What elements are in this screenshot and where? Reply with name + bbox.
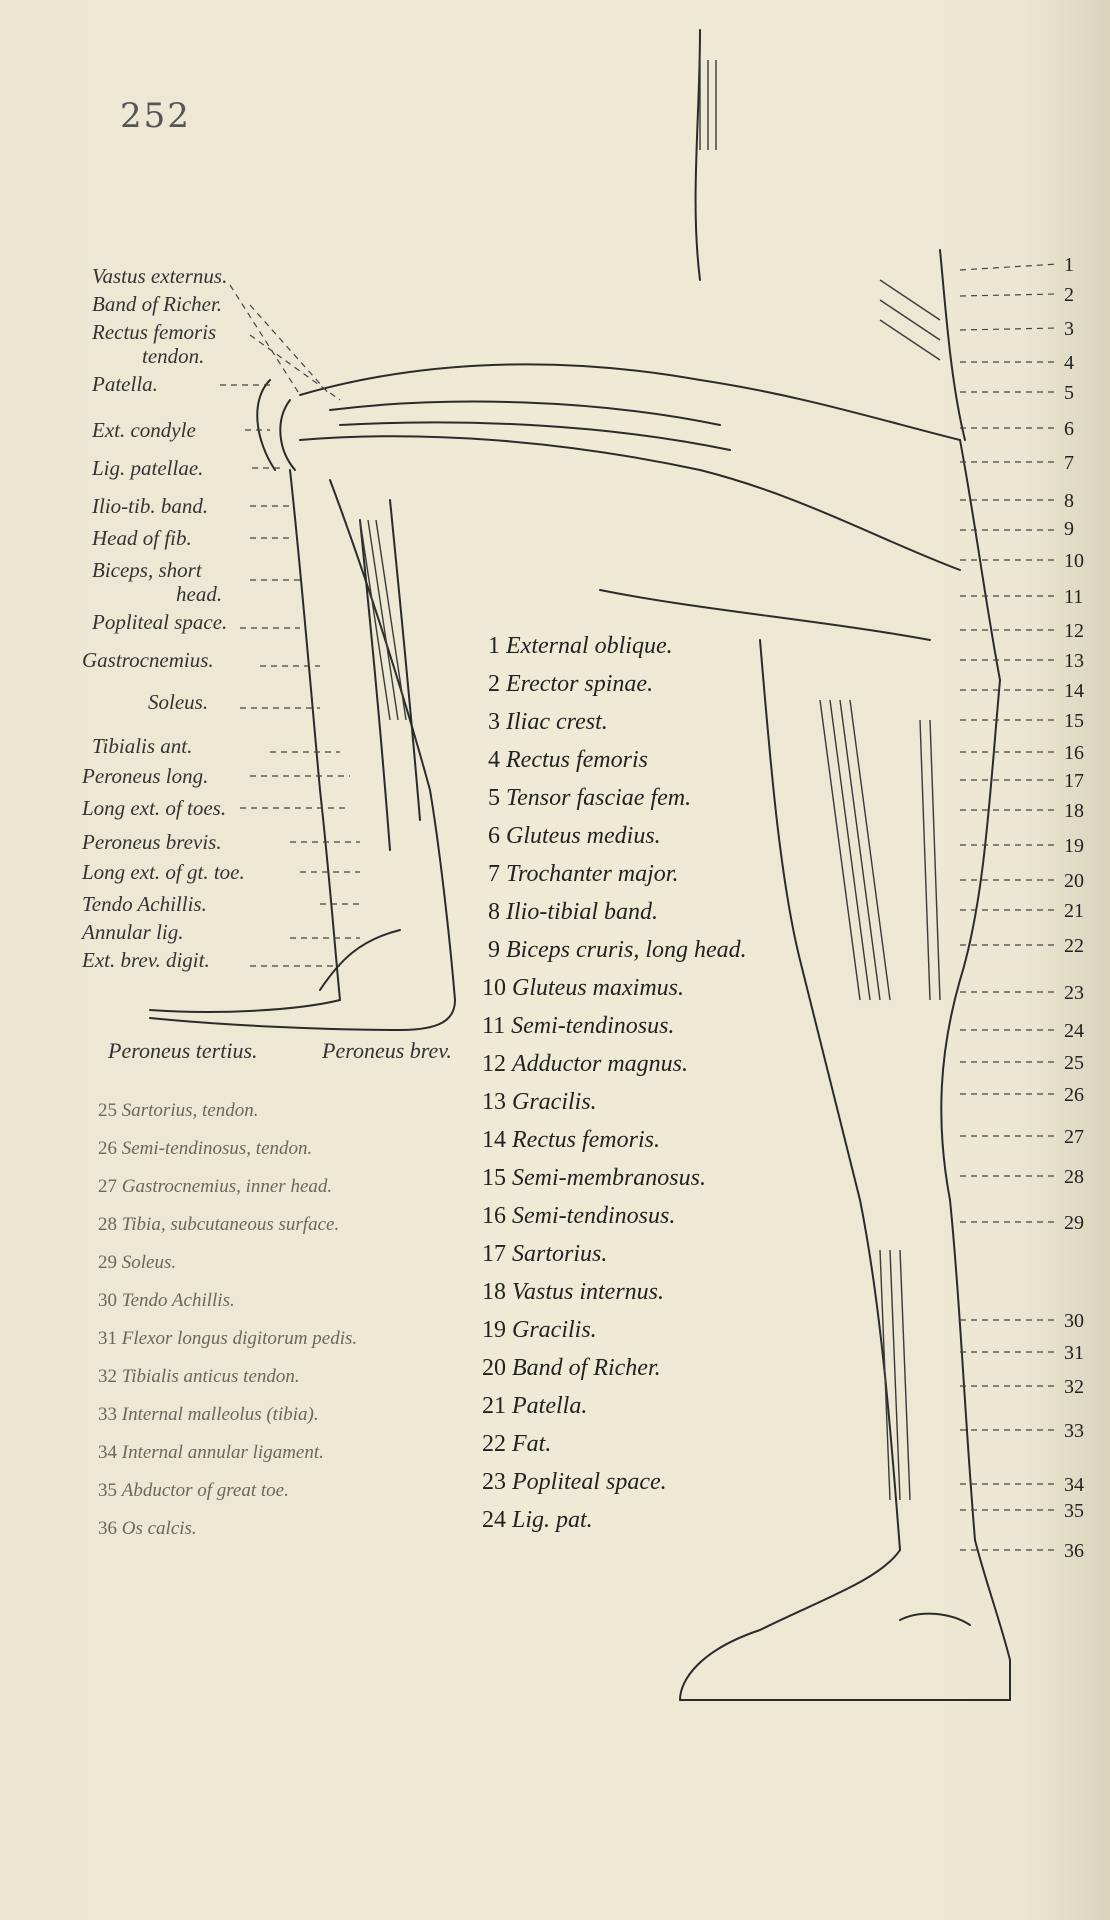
legend-item: 32 Tibialis anticus tendon. <box>98 1366 300 1387</box>
label-soleus: Soleus. <box>148 690 209 714</box>
right-number: 2 <box>1064 284 1074 306</box>
legend-item: 14 Rectus femoris. <box>482 1127 660 1153</box>
label-biceps-short: Biceps, short <box>92 558 202 582</box>
right-number: 36 <box>1064 1540 1084 1562</box>
label-vastus-externus: Vastus externus. <box>92 264 228 288</box>
label-annular-lig: Annular lig. <box>82 920 184 944</box>
label-tendo-achillis: Tendo Achillis. <box>82 892 207 916</box>
right-number: 34 <box>1064 1474 1084 1496</box>
right-number: 12 <box>1064 620 1084 642</box>
right-number: 26 <box>1064 1084 1084 1106</box>
label-peroneus-brev: Peroneus brev. <box>322 1038 452 1063</box>
right-number: 21 <box>1064 900 1084 922</box>
legend-item: 28 Tibia, subcutaneous surface. <box>98 1214 340 1235</box>
legend-item: 4 Rectus femoris <box>488 747 648 773</box>
label-band-of-richer: Band of Richer. <box>92 292 223 316</box>
label-ilio-tib-band: Ilio-tib. band. <box>92 494 209 518</box>
right-number: 13 <box>1064 650 1084 672</box>
label-head-of-fib: Head of fib. <box>92 526 192 550</box>
right-number: 28 <box>1064 1166 1084 1188</box>
legend-item: 12 Adductor magnus. <box>482 1051 688 1077</box>
legend-item: 21 Patella. <box>482 1393 588 1419</box>
legend-item: 6 Gluteus medius. <box>488 823 661 849</box>
legend-item: 5 Tensor fasciae fem. <box>488 785 692 811</box>
label-peroneus-tertius: Peroneus tertius. <box>108 1038 258 1063</box>
label-head: head. <box>176 582 223 606</box>
right-number: 14 <box>1064 680 1084 702</box>
right-number: 20 <box>1064 870 1084 892</box>
legend-item: 17 Sartorius. <box>482 1241 608 1267</box>
right-number: 33 <box>1064 1420 1084 1442</box>
label-rectus-femoris: Rectus femoris <box>92 320 217 344</box>
label-ext-condyle: Ext. condyle <box>92 418 196 442</box>
legend-item: 20 Band of Richer. <box>482 1355 661 1381</box>
right-number: 15 <box>1064 710 1084 732</box>
legend-item: 15 Semi-membranosus. <box>482 1165 706 1191</box>
legend-item: 1 External oblique. <box>488 633 673 659</box>
legend-item: 13 Gracilis. <box>482 1089 597 1115</box>
legend-item: 18 Vastus internus. <box>482 1279 665 1305</box>
legend-item: 24 Lig. pat. <box>482 1507 593 1533</box>
right-number: 31 <box>1064 1342 1084 1364</box>
legend-item: 7 Trochanter major. <box>488 861 679 887</box>
label-gastrocnemius: Gastrocnemius. <box>82 648 214 672</box>
legend-item: 16 Semi-tendinosus. <box>482 1203 676 1229</box>
legend-item: 26 Semi-tendinosus, tendon. <box>98 1138 313 1159</box>
right-number: 9 <box>1064 518 1074 540</box>
label-long-ext-of-gt-toe: Long ext. of gt. toe. <box>82 860 245 884</box>
legend-item: 22 Fat. <box>482 1431 552 1457</box>
label-peroneus-long: Peroneus long. <box>82 764 209 788</box>
right-number: 27 <box>1064 1126 1084 1148</box>
page-number: 252 <box>120 96 191 136</box>
right-number: 8 <box>1064 490 1074 512</box>
right-number: 24 <box>1064 1020 1084 1042</box>
right-number: 22 <box>1064 935 1084 957</box>
right-number: 19 <box>1064 835 1084 857</box>
right-number: 35 <box>1064 1500 1084 1522</box>
legend-item: 19 Gracilis. <box>482 1317 597 1343</box>
legend-item: 23 Popliteal space. <box>482 1469 667 1495</box>
label-tendon: tendon. <box>142 344 205 368</box>
right-number: 32 <box>1064 1376 1084 1398</box>
right-number: 29 <box>1064 1212 1084 1234</box>
legend-item: 10 Gluteus maximus. <box>482 975 684 1001</box>
legend-item: 9 Biceps cruris, long head. <box>488 937 747 963</box>
legend-item: 8 Ilio-tibial band. <box>488 899 658 925</box>
right-number: 23 <box>1064 982 1084 1004</box>
label-tibialis-ant: Tibialis ant. <box>92 734 193 758</box>
legend-item: 25 Sartorius, tendon. <box>98 1100 259 1121</box>
legend-item: 36 Os calcis. <box>98 1518 197 1539</box>
label-ext-brev-digit: Ext. brev. digit. <box>82 948 210 972</box>
legend-item: 35 Abductor of great toe. <box>98 1480 289 1501</box>
right-number: 4 <box>1064 352 1074 374</box>
legend-item: 31 Flexor longus digitorum pedis. <box>98 1328 358 1349</box>
legend-item: 29 Soleus. <box>98 1252 177 1273</box>
label-lig-patellae: Lig. patellae. <box>92 456 204 480</box>
right-number: 25 <box>1064 1052 1084 1074</box>
label-popliteal-space: Popliteal space. <box>92 610 228 634</box>
right-number: 6 <box>1064 418 1074 440</box>
legend-item: 3 Iliac crest. <box>488 709 608 735</box>
right-number: 7 <box>1064 452 1074 474</box>
legend-item: 11 Semi-tendinosus. <box>482 1013 675 1039</box>
right-number: 11 <box>1064 586 1084 608</box>
right-number: 30 <box>1064 1310 1084 1332</box>
legend-item: 27 Gastrocnemius, inner head. <box>98 1176 333 1197</box>
right-number: 18 <box>1064 800 1084 822</box>
legend-item: 34 Internal annular ligament. <box>98 1442 324 1463</box>
right-number: 1 <box>1064 254 1074 276</box>
label-patella: Patella. <box>92 372 158 396</box>
right-number: 17 <box>1064 770 1084 792</box>
legend-item: 30 Tendo Achillis. <box>98 1290 235 1311</box>
label-peroneus-brevis: Peroneus brevis. <box>82 830 222 854</box>
right-number: 10 <box>1064 550 1084 572</box>
right-number: 5 <box>1064 382 1074 404</box>
legend-item: 33 Internal malleolus (tibia). <box>98 1404 319 1425</box>
right-number: 3 <box>1064 318 1074 340</box>
label-long-ext-of-toes: Long ext. of toes. <box>82 796 227 820</box>
right-number: 16 <box>1064 742 1084 764</box>
legend-item: 2 Erector spinae. <box>488 671 654 697</box>
